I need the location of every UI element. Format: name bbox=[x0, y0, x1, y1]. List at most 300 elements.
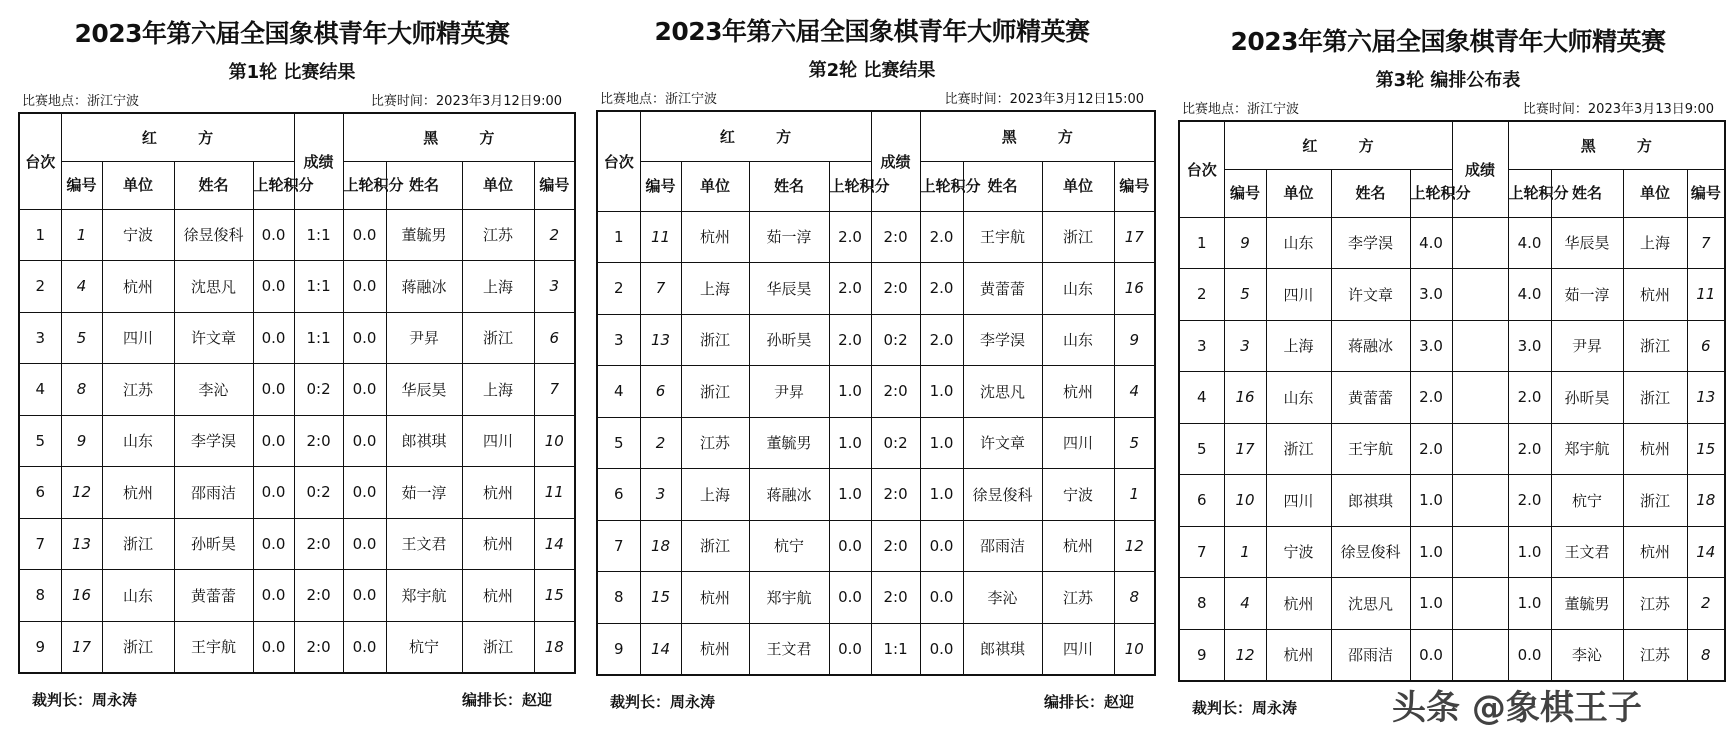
black-name-cell: 董毓男 bbox=[1551, 578, 1623, 630]
red-prev-score-cell: 0.0 bbox=[253, 261, 294, 313]
red-number-cell: 17 bbox=[1224, 423, 1266, 475]
black-prev-score-cell: 2.0 bbox=[920, 314, 963, 366]
red-prev-score-cell: 0.0 bbox=[253, 467, 294, 519]
header-row-top bbox=[1179, 121, 1725, 169]
venue-label: 比赛地点：浙江宁波 bbox=[1182, 102, 1300, 117]
table-row bbox=[1179, 423, 1725, 475]
red-number-cell: 6 bbox=[640, 366, 681, 418]
red-unit-cell: 浙江 bbox=[681, 366, 749, 418]
red-number-cell: 14 bbox=[640, 623, 681, 675]
black-name-cell: 华辰昊 bbox=[1551, 217, 1623, 269]
black-name-cell: 杭宁 bbox=[1551, 475, 1623, 527]
black-unit-cell: 杭州 bbox=[462, 570, 534, 622]
result-cell: 0:2 bbox=[294, 467, 343, 519]
red-prev-score-cell: 1.0 bbox=[1410, 526, 1452, 578]
tournament-title: 2023年第六届全国象棋青年大师精英赛 bbox=[1230, 27, 1666, 56]
black-name-header: 姓名 bbox=[963, 161, 1042, 211]
red-unit-header: 单位 bbox=[1266, 169, 1331, 217]
seat-cell: 6 bbox=[1179, 475, 1224, 527]
arranger-label: 编排长：赵迎 bbox=[461, 690, 552, 709]
black-number-cell: 18 bbox=[534, 621, 575, 673]
red-number-cell: 16 bbox=[61, 570, 102, 622]
red-name-cell: 孙昕昊 bbox=[749, 314, 829, 366]
table-row bbox=[1179, 475, 1725, 527]
black-prev-score-cell: 2.0 bbox=[1508, 372, 1551, 424]
black-number-header: 编号 bbox=[1687, 169, 1725, 217]
chief-judge-label: 裁判长：周永涛 bbox=[610, 692, 716, 711]
black-prev-score-cell: 1.0 bbox=[920, 417, 963, 469]
black-name-cell: 王文君 bbox=[1551, 526, 1623, 578]
result-cell bbox=[1452, 269, 1508, 321]
seat-cell: 8 bbox=[1179, 578, 1224, 630]
table-row bbox=[1179, 320, 1725, 372]
watermark-text: 头条 @象棋王子 bbox=[1392, 688, 1642, 728]
red-number-cell: 9 bbox=[1224, 217, 1266, 269]
black-name-cell: 董毓男 bbox=[386, 209, 462, 261]
black-unit-header: 单位 bbox=[462, 161, 534, 209]
black-prev-score-cell: 0.0 bbox=[920, 572, 963, 624]
red-name-cell: 沈思凡 bbox=[1331, 578, 1410, 630]
seat-cell: 3 bbox=[1179, 320, 1224, 372]
red-unit-cell: 四川 bbox=[102, 312, 174, 364]
red-unit-cell: 江苏 bbox=[102, 364, 174, 416]
red-number-cell: 8 bbox=[61, 364, 102, 416]
red-number-cell: 9 bbox=[61, 415, 102, 467]
red-number-cell: 3 bbox=[640, 469, 681, 521]
table-row bbox=[19, 364, 575, 416]
black-prev-score-cell: 1.0 bbox=[920, 469, 963, 521]
red-name-cell: 杭宁 bbox=[749, 520, 829, 572]
seat-cell: 3 bbox=[597, 314, 640, 366]
red-number-cell: 12 bbox=[1224, 629, 1266, 681]
red-name-cell: 许文章 bbox=[1331, 269, 1410, 321]
black-name-cell: 尹昇 bbox=[386, 312, 462, 364]
red-number-header: 编号 bbox=[61, 161, 102, 209]
black-prev-score-header: 上轮积分 bbox=[343, 161, 386, 209]
chief-judge-label: 裁判长：周永涛 bbox=[1192, 698, 1298, 717]
result-cell: 2:0 bbox=[871, 572, 920, 624]
red-name-cell: 徐昱俊科 bbox=[1331, 526, 1410, 578]
black-unit-cell: 杭州 bbox=[1623, 423, 1687, 475]
result-cell bbox=[1452, 372, 1508, 424]
result-cell: 2:0 bbox=[871, 263, 920, 315]
table-row bbox=[597, 469, 1155, 521]
time-label: 比赛时间：2023年3月12日9:00 bbox=[370, 94, 562, 109]
red-number-cell: 16 bbox=[1224, 372, 1266, 424]
result-cell: 2:0 bbox=[294, 570, 343, 622]
black-name-cell: 孙昕昊 bbox=[1551, 372, 1623, 424]
black-unit-cell: 浙江 bbox=[462, 621, 534, 673]
seat-cell: 4 bbox=[597, 366, 640, 418]
table-row bbox=[1179, 526, 1725, 578]
black-unit-cell: 杭州 bbox=[462, 518, 534, 570]
table-row bbox=[597, 417, 1155, 469]
red-name-cell: 黄蕾蕾 bbox=[1331, 372, 1410, 424]
black-number-cell: 1 bbox=[1114, 469, 1155, 521]
red-name-cell: 邵雨洁 bbox=[174, 467, 253, 519]
red-number-cell: 18 bbox=[640, 520, 681, 572]
red-unit-cell: 浙江 bbox=[1266, 423, 1331, 475]
time-label: 比赛时间：2023年3月12日15:00 bbox=[944, 92, 1144, 107]
table-row bbox=[597, 314, 1155, 366]
result-cell: 2:0 bbox=[871, 520, 920, 572]
seat-cell: 7 bbox=[597, 520, 640, 572]
red-number-cell: 10 bbox=[1224, 475, 1266, 527]
result-cell bbox=[1452, 217, 1508, 269]
header-row-top bbox=[597, 111, 1155, 161]
table-row bbox=[1179, 578, 1725, 630]
red-number-cell: 11 bbox=[640, 211, 681, 263]
result-header: 成绩 bbox=[294, 113, 343, 209]
result-cell: 1:1 bbox=[294, 261, 343, 313]
red-prev-score-cell: 2.0 bbox=[829, 263, 871, 315]
black-number-cell: 2 bbox=[534, 209, 575, 261]
result-cell bbox=[1452, 320, 1508, 372]
red-prev-score-header: 上轮积分 bbox=[829, 161, 871, 211]
table-row bbox=[1179, 217, 1725, 269]
red-prev-score-cell: 0.0 bbox=[253, 364, 294, 416]
red-number-cell: 5 bbox=[61, 312, 102, 364]
black-prev-score-cell: 4.0 bbox=[1508, 269, 1551, 321]
red-prev-score-cell: 0.0 bbox=[253, 621, 294, 673]
red-name-cell: 王文君 bbox=[749, 623, 829, 675]
black-prev-score-cell: 1.0 bbox=[1508, 526, 1551, 578]
red-prev-score-cell: 2.0 bbox=[1410, 423, 1452, 475]
red-prev-score-cell: 3.0 bbox=[1410, 269, 1452, 321]
red-side-header: 红 方 bbox=[61, 113, 294, 161]
black-unit-cell: 江苏 bbox=[1623, 578, 1687, 630]
black-unit-cell: 杭州 bbox=[1623, 269, 1687, 321]
table-row bbox=[19, 467, 575, 519]
black-number-cell: 15 bbox=[1687, 423, 1725, 475]
black-prev-score-cell: 1.0 bbox=[920, 366, 963, 418]
red-prev-score-cell: 0.0 bbox=[253, 209, 294, 261]
red-name-cell: 蒋融冰 bbox=[1331, 320, 1410, 372]
black-prev-score-cell: 0.0 bbox=[920, 520, 963, 572]
black-number-cell: 9 bbox=[1114, 314, 1155, 366]
black-name-cell: 茹一淳 bbox=[1551, 269, 1623, 321]
black-name-header: 姓名 bbox=[1551, 169, 1623, 217]
black-name-cell: 黄蕾蕾 bbox=[963, 263, 1042, 315]
red-prev-score-cell: 0.0 bbox=[829, 623, 871, 675]
black-number-cell: 15 bbox=[534, 570, 575, 622]
black-unit-cell: 宁波 bbox=[1042, 469, 1114, 521]
table-row bbox=[19, 621, 575, 673]
black-unit-cell: 浙江 bbox=[1623, 372, 1687, 424]
pairing-table bbox=[18, 112, 576, 674]
seat-cell: 9 bbox=[19, 621, 61, 673]
round-2-results-panel bbox=[596, 12, 1148, 712]
black-number-cell: 10 bbox=[534, 415, 575, 467]
red-prev-score-cell: 0.0 bbox=[829, 572, 871, 624]
seat-cell: 5 bbox=[1179, 423, 1224, 475]
black-unit-cell: 杭州 bbox=[462, 467, 534, 519]
black-name-cell: 沈思凡 bbox=[963, 366, 1042, 418]
chief-judge-label: 裁判长：周永涛 bbox=[32, 690, 138, 709]
red-unit-cell: 上海 bbox=[1266, 320, 1331, 372]
black-number-cell: 18 bbox=[1687, 475, 1725, 527]
red-prev-score-header: 上轮积分 bbox=[1410, 169, 1452, 217]
venue-label: 比赛地点：浙江宁波 bbox=[600, 92, 718, 107]
red-name-cell: 徐昱俊科 bbox=[174, 209, 253, 261]
red-prev-score-cell: 0.0 bbox=[253, 570, 294, 622]
table-row bbox=[597, 572, 1155, 624]
black-prev-score-cell: 2.0 bbox=[920, 211, 963, 263]
black-number-cell: 14 bbox=[1687, 526, 1725, 578]
black-number-cell: 7 bbox=[534, 364, 575, 416]
red-name-cell: 王宇航 bbox=[1331, 423, 1410, 475]
red-unit-cell: 杭州 bbox=[102, 467, 174, 519]
black-number-cell: 7 bbox=[1687, 217, 1725, 269]
pairing-table bbox=[1178, 120, 1726, 682]
red-name-cell: 李学淏 bbox=[1331, 217, 1410, 269]
seat-cell: 9 bbox=[1179, 629, 1224, 681]
red-name-cell: 郎祺琪 bbox=[1331, 475, 1410, 527]
black-unit-cell: 江苏 bbox=[462, 209, 534, 261]
black-unit-cell: 山东 bbox=[1042, 263, 1114, 315]
black-number-cell: 8 bbox=[1687, 629, 1725, 681]
red-unit-cell: 宁波 bbox=[102, 209, 174, 261]
red-unit-cell: 四川 bbox=[1266, 475, 1331, 527]
black-prev-score-header: 上轮积分 bbox=[1508, 169, 1551, 217]
seat-cell: 3 bbox=[19, 312, 61, 364]
signature-row bbox=[596, 691, 1148, 712]
red-name-cell: 李学淏 bbox=[174, 415, 253, 467]
meta-row bbox=[596, 88, 1148, 107]
red-name-cell: 董毓男 bbox=[749, 417, 829, 469]
result-cell: 2:0 bbox=[294, 415, 343, 467]
red-unit-cell: 山东 bbox=[102, 570, 174, 622]
meta-row bbox=[1178, 98, 1718, 117]
seat-cell: 1 bbox=[19, 209, 61, 261]
red-unit-cell: 杭州 bbox=[1266, 629, 1331, 681]
black-name-cell: 王宇航 bbox=[963, 211, 1042, 263]
signature-row bbox=[18, 689, 566, 710]
red-name-cell: 王宇航 bbox=[174, 621, 253, 673]
meta-row bbox=[18, 90, 566, 109]
red-side-header: 红 方 bbox=[640, 111, 871, 161]
black-name-header: 姓名 bbox=[386, 161, 462, 209]
table-row bbox=[1179, 269, 1725, 321]
black-number-cell: 8 bbox=[1114, 572, 1155, 624]
red-number-cell: 13 bbox=[640, 314, 681, 366]
black-prev-score-cell: 0.0 bbox=[343, 261, 386, 313]
black-prev-score-cell: 0.0 bbox=[343, 364, 386, 416]
seat-cell: 2 bbox=[19, 261, 61, 313]
red-unit-cell: 杭州 bbox=[681, 211, 749, 263]
black-prev-score-cell: 0.0 bbox=[343, 570, 386, 622]
black-name-cell: 李沁 bbox=[963, 572, 1042, 624]
red-name-header: 姓名 bbox=[1331, 169, 1410, 217]
black-name-cell: 尹昇 bbox=[1551, 320, 1623, 372]
red-name-header: 姓名 bbox=[749, 161, 829, 211]
black-number-cell: 3 bbox=[534, 261, 575, 313]
red-name-cell: 沈思凡 bbox=[174, 261, 253, 313]
black-unit-cell: 杭州 bbox=[1623, 526, 1687, 578]
black-name-cell: 邵雨洁 bbox=[963, 520, 1042, 572]
seat-cell: 2 bbox=[597, 263, 640, 315]
table-row bbox=[19, 209, 575, 261]
black-prev-score-cell: 0.0 bbox=[343, 621, 386, 673]
black-name-cell: 茹一淳 bbox=[386, 467, 462, 519]
red-prev-score-cell: 1.0 bbox=[1410, 578, 1452, 630]
result-cell: 0:2 bbox=[871, 417, 920, 469]
seat-cell: 5 bbox=[597, 417, 640, 469]
black-unit-cell: 四川 bbox=[462, 415, 534, 467]
red-unit-cell: 杭州 bbox=[681, 623, 749, 675]
result-cell: 2:0 bbox=[871, 469, 920, 521]
round-subtitle: 第3轮 编排公布表 bbox=[1375, 70, 1521, 91]
table-row bbox=[597, 263, 1155, 315]
pairing-table bbox=[596, 110, 1156, 676]
result-cell bbox=[1452, 578, 1508, 630]
red-prev-score-cell: 1.0 bbox=[829, 366, 871, 418]
black-number-cell: 12 bbox=[1114, 520, 1155, 572]
seat-cell: 4 bbox=[1179, 372, 1224, 424]
red-unit-cell: 江苏 bbox=[681, 417, 749, 469]
red-side-header: 红 方 bbox=[1224, 121, 1452, 169]
result-cell bbox=[1452, 475, 1508, 527]
table-row bbox=[1179, 629, 1725, 681]
result-cell: 1:1 bbox=[871, 623, 920, 675]
black-name-cell: 郎祺琪 bbox=[386, 415, 462, 467]
red-number-header: 编号 bbox=[1224, 169, 1266, 217]
black-number-cell: 10 bbox=[1114, 623, 1155, 675]
seat-header: 台次 bbox=[597, 111, 640, 211]
round-1-results-panel bbox=[18, 14, 570, 710]
black-unit-cell: 杭州 bbox=[1042, 366, 1114, 418]
black-unit-cell: 上海 bbox=[1623, 217, 1687, 269]
red-number-cell: 4 bbox=[61, 261, 102, 313]
black-name-cell: 郑宇航 bbox=[386, 570, 462, 622]
arranger-label: 编排长：赵迎 bbox=[1043, 692, 1134, 711]
black-name-cell: 许文章 bbox=[963, 417, 1042, 469]
red-unit-cell: 宁波 bbox=[1266, 526, 1331, 578]
red-name-cell: 李沁 bbox=[174, 364, 253, 416]
table-row bbox=[19, 518, 575, 570]
black-prev-score-cell: 2.0 bbox=[1508, 423, 1551, 475]
black-prev-score-cell: 0.0 bbox=[343, 312, 386, 364]
red-prev-score-cell: 0.0 bbox=[1410, 629, 1452, 681]
table-row bbox=[1179, 372, 1725, 424]
seat-cell: 7 bbox=[1179, 526, 1224, 578]
red-prev-score-cell: 0.0 bbox=[253, 518, 294, 570]
red-number-cell: 2 bbox=[640, 417, 681, 469]
seat-cell: 1 bbox=[1179, 217, 1224, 269]
red-name-cell: 郑宇航 bbox=[749, 572, 829, 624]
red-unit-cell: 杭州 bbox=[681, 572, 749, 624]
result-cell: 2:0 bbox=[294, 518, 343, 570]
black-unit-header: 单位 bbox=[1623, 169, 1687, 217]
black-number-cell: 11 bbox=[1687, 269, 1725, 321]
black-number-cell: 2 bbox=[1687, 578, 1725, 630]
tournament-title: 2023年第六届全国象棋青年大师精英赛 bbox=[654, 17, 1090, 46]
red-name-cell: 尹昇 bbox=[749, 366, 829, 418]
red-name-cell: 黄蕾蕾 bbox=[174, 570, 253, 622]
round-subtitle: 第2轮 比赛结果 bbox=[808, 60, 936, 81]
result-header: 成绩 bbox=[1452, 121, 1508, 217]
black-prev-score-cell: 4.0 bbox=[1508, 217, 1551, 269]
black-name-cell: 郎祺琪 bbox=[963, 623, 1042, 675]
table-row bbox=[597, 211, 1155, 263]
seat-cell: 1 bbox=[597, 211, 640, 263]
red-name-header: 姓名 bbox=[174, 161, 253, 209]
seat-cell: 6 bbox=[597, 469, 640, 521]
black-unit-cell: 山东 bbox=[1042, 314, 1114, 366]
red-name-cell: 邵雨洁 bbox=[1331, 629, 1410, 681]
black-number-cell: 5 bbox=[1114, 417, 1155, 469]
red-name-cell: 华辰昊 bbox=[749, 263, 829, 315]
black-unit-cell: 四川 bbox=[1042, 623, 1114, 675]
result-cell bbox=[1452, 526, 1508, 578]
seat-header: 台次 bbox=[19, 113, 61, 209]
seat-cell: 9 bbox=[597, 623, 640, 675]
table-row bbox=[19, 312, 575, 364]
red-prev-score-cell: 3.0 bbox=[1410, 320, 1452, 372]
red-number-cell: 3 bbox=[1224, 320, 1266, 372]
table-row bbox=[597, 623, 1155, 675]
header-row-top bbox=[19, 113, 575, 161]
black-unit-cell: 江苏 bbox=[1042, 572, 1114, 624]
round-3-pairings-panel bbox=[1178, 22, 1721, 718]
black-number-cell: 6 bbox=[534, 312, 575, 364]
black-number-cell: 6 bbox=[1687, 320, 1725, 372]
black-prev-score-cell: 0.0 bbox=[1508, 629, 1551, 681]
table-row bbox=[597, 520, 1155, 572]
red-unit-cell: 浙江 bbox=[681, 314, 749, 366]
black-number-cell: 13 bbox=[1687, 372, 1725, 424]
red-name-cell: 蒋融冰 bbox=[749, 469, 829, 521]
tournament-title: 2023年第六届全国象棋青年大师精英赛 bbox=[74, 19, 510, 48]
black-number-cell: 14 bbox=[534, 518, 575, 570]
red-prev-score-cell: 1.0 bbox=[829, 469, 871, 521]
table-row bbox=[19, 415, 575, 467]
red-unit-cell: 杭州 bbox=[102, 261, 174, 313]
black-prev-score-cell: 2.0 bbox=[920, 263, 963, 315]
result-cell: 1:1 bbox=[294, 312, 343, 364]
seat-cell: 4 bbox=[19, 364, 61, 416]
black-prev-score-cell: 0.0 bbox=[343, 518, 386, 570]
red-prev-score-cell: 0.0 bbox=[253, 415, 294, 467]
red-unit-cell: 杭州 bbox=[1266, 578, 1331, 630]
red-unit-cell: 上海 bbox=[681, 263, 749, 315]
seat-cell: 2 bbox=[1179, 269, 1224, 321]
red-number-header: 编号 bbox=[640, 161, 681, 211]
black-prev-score-header: 上轮积分 bbox=[920, 161, 963, 211]
seat-header: 台次 bbox=[1179, 121, 1224, 217]
time-label: 比赛时间：2023年3月13日9:00 bbox=[1522, 102, 1714, 117]
red-prev-score-cell: 0.0 bbox=[829, 520, 871, 572]
red-prev-score-header: 上轮积分 bbox=[253, 161, 294, 209]
red-prev-score-cell: 2.0 bbox=[829, 211, 871, 263]
black-unit-cell: 上海 bbox=[462, 364, 534, 416]
red-number-cell: 13 bbox=[61, 518, 102, 570]
red-unit-cell: 山东 bbox=[102, 415, 174, 467]
red-unit-cell: 四川 bbox=[1266, 269, 1331, 321]
red-prev-score-cell: 4.0 bbox=[1410, 217, 1452, 269]
black-side-header: 黑 方 bbox=[1508, 121, 1725, 169]
red-name-cell: 孙昕昊 bbox=[174, 518, 253, 570]
round-subtitle: 第1轮 比赛结果 bbox=[228, 62, 356, 83]
red-number-cell: 4 bbox=[1224, 578, 1266, 630]
table-row bbox=[19, 570, 575, 622]
seat-cell: 8 bbox=[19, 570, 61, 622]
red-prev-score-cell: 1.0 bbox=[829, 417, 871, 469]
seat-cell: 5 bbox=[19, 415, 61, 467]
red-number-cell: 1 bbox=[61, 209, 102, 261]
black-name-cell: 蒋融冰 bbox=[386, 261, 462, 313]
venue-label: 比赛地点：浙江宁波 bbox=[22, 94, 140, 109]
